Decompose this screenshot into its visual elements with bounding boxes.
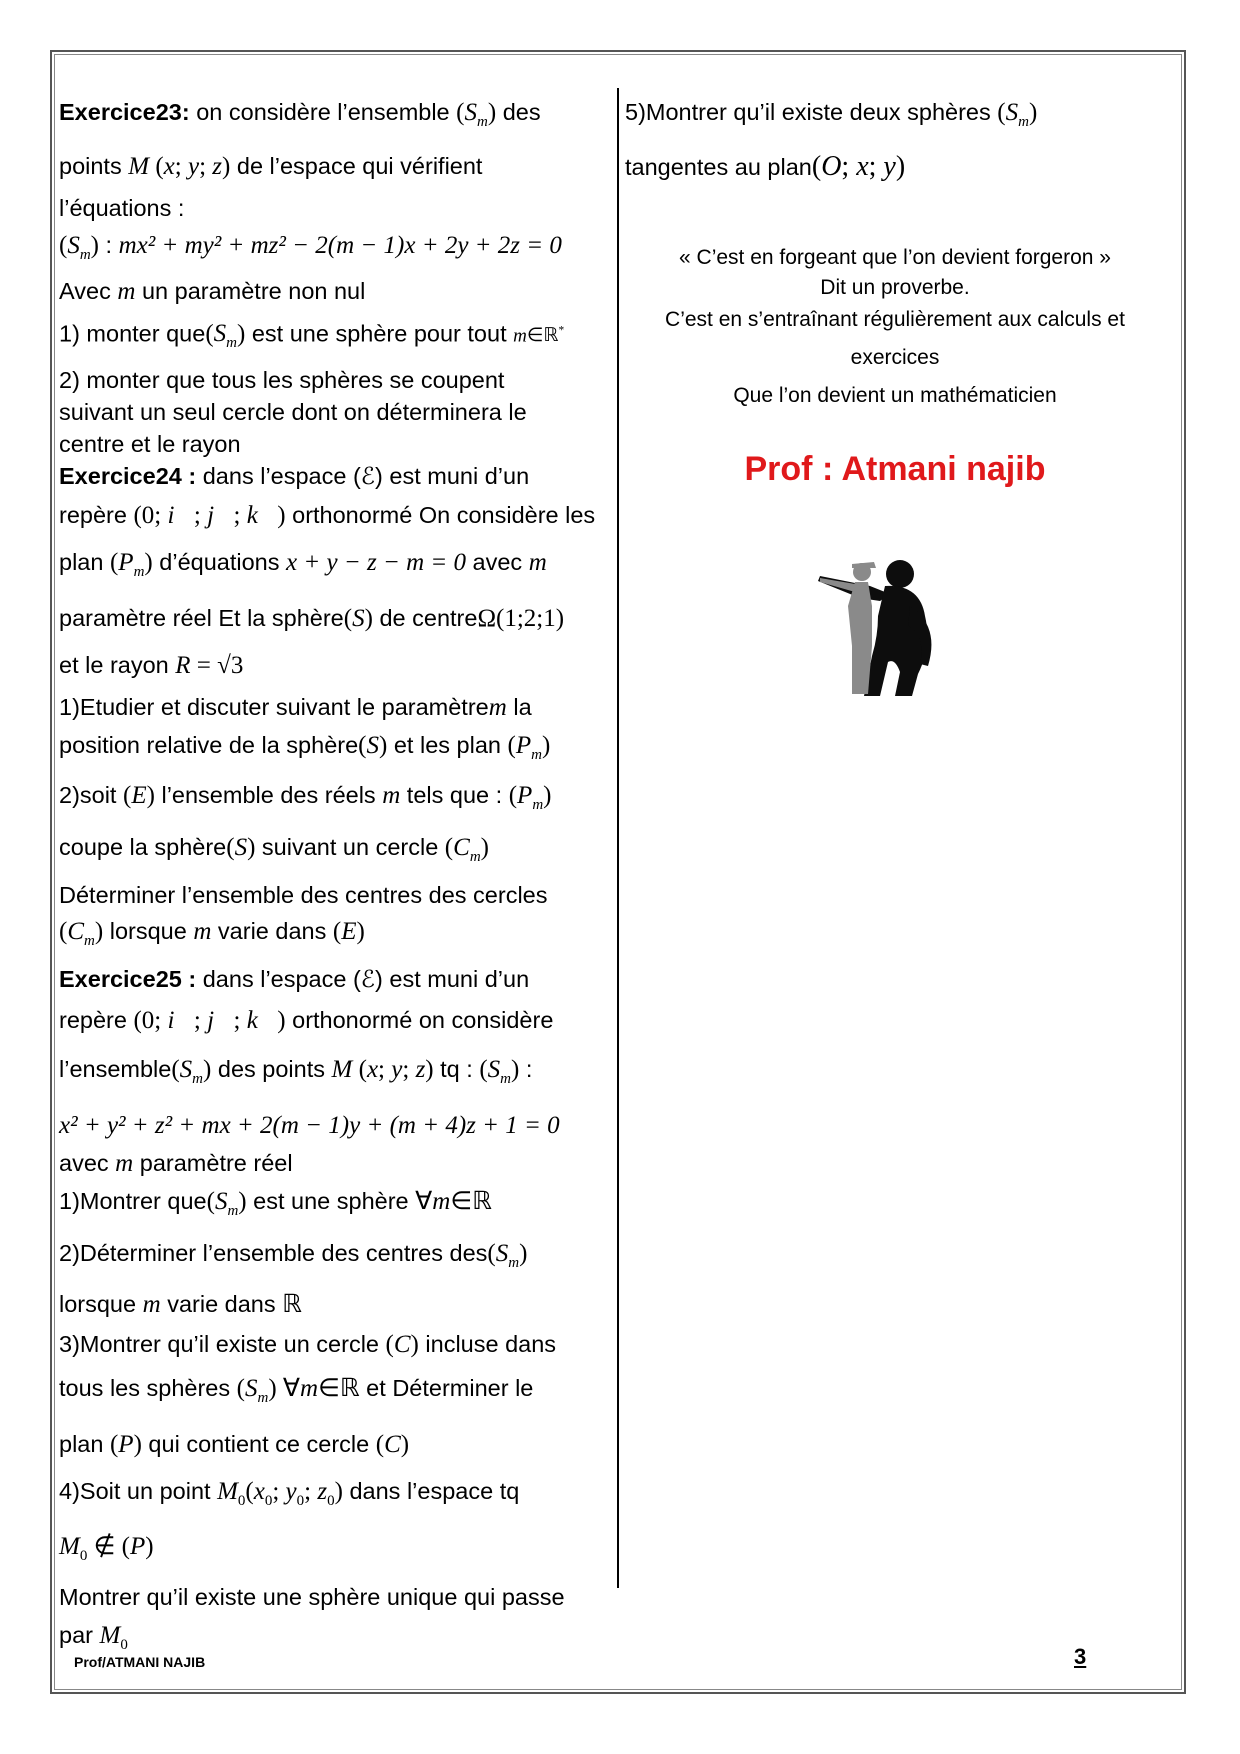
ex23-question-2b: suivant un seul cercle dont on déterminera le bbox=[59, 399, 527, 426]
ex24-line-5: et le rayon R = √3 bbox=[59, 652, 244, 680]
ex25-line-5: avec m paramètre réel bbox=[59, 1150, 293, 1178]
ex25-line-3: $l’ensemble(S_m)$ des points M (x; y; z) tq : $(S_m)$ : bbox=[59, 1056, 533, 1088]
ex23-line-3: l’équations : bbox=[59, 195, 185, 221]
ex25-question-4c: Montrer qu’il existe une sphère unique qui passe bbox=[59, 1584, 565, 1611]
quote-line-4: exercices bbox=[850, 346, 940, 369]
ex25-question-3a: 3)Montrer qu’il existe un cercle (C) incluse dans bbox=[59, 1331, 557, 1359]
ex25-question-5b: tangentes au plan(O; x; y) bbox=[625, 151, 906, 182]
ex24-question-2d: $(C_m)$ lorsque m varie dans (E) bbox=[59, 918, 365, 950]
ex24-line-1: Exercice24 : dans l’espace (ℰ) est muni d’un bbox=[59, 463, 530, 490]
ex25-line-1: Exercice25 : dans l’espace (ℰ) est muni d’un bbox=[59, 966, 530, 993]
ex24-question-1a: 1)Etudier et discuter suivant le paramètrem la bbox=[59, 694, 532, 722]
ex24-question-2b: coupe la sphère(S) suivant un cercle $(C_m)$ bbox=[59, 834, 489, 866]
ex23-line-2: points M (x; y; z) de l’espace qui vérifient bbox=[59, 153, 483, 180]
quote-line-2: Dit un proverbe. bbox=[820, 276, 970, 299]
ex24-question-1b: position relative de la sphère(S) et les plan $(P_m)$ bbox=[59, 732, 551, 764]
ex24-line-4: paramètre réel Et la sphère(S) de centreΩ(1;2;1) bbox=[59, 605, 565, 633]
ex25-question-4d: par $M_0$ bbox=[59, 1622, 128, 1654]
ex24-title: Exercice24 : bbox=[59, 463, 197, 490]
ex25-question-3c: plan (P) qui contient ce cercle (C) bbox=[59, 1431, 410, 1459]
right-column bbox=[625, 90, 1165, 489]
page-number: 3 bbox=[1074, 1644, 1087, 1669]
ex25-line-2: repère (0; i⃗; j⃗; k⃗) orthonormé on considère bbox=[59, 1007, 554, 1035]
ex23-question-2a: 2) monter que tous les sphères se coupent bbox=[59, 367, 505, 394]
ex23-line-1: Exercice23: on considère l’ensemble $(S_m)$ des bbox=[59, 99, 541, 130]
prof-signature: Prof : Atmani najib bbox=[744, 450, 1046, 488]
ex23-question-1: 1) monter $que(S_m)$ est une sphère pour tout m∈ℝ* bbox=[59, 320, 565, 352]
ex24-question-2c: Déterminer l’ensemble des centres des cercles bbox=[59, 882, 548, 909]
ex25-question-3b: tous les sphères $(S_m)$ ∀m∈ℝ et Déterminer le bbox=[59, 1375, 534, 1407]
left-column bbox=[59, 90, 611, 1664]
ex23-equation: $(S_m)$ : mx² + my² + mz² − 2(m − 1)x + 2y + 2z = 0 bbox=[59, 232, 562, 263]
ex23-title: Exercice23: bbox=[59, 99, 190, 125]
footer-author: Prof/ATMANI NAJIB bbox=[74, 1654, 206, 1670]
quote-line-5: Que l’on devient un mathématicien bbox=[733, 384, 1057, 407]
ex25-question-2a: 2)Déterminer l’ensemble des centres $des(S_m)$ bbox=[59, 1240, 528, 1272]
ex23-line-5: Avec m un paramètre non nul bbox=[59, 278, 366, 305]
ex25-equation: x² + y² + z² + mx + 2(m − 1)y + (m + 4)z + 1 = 0 bbox=[59, 1112, 560, 1140]
ex24-question-2a: 2)soit (E) l’ensemble des réels m tels que : $(P_m)$ bbox=[59, 782, 552, 814]
ex25-question-5a: 5)Montrer qu’il existe deux sphères $(S_m)$ bbox=[625, 99, 1038, 130]
ex25-question-4b: $M_0$ ∉ (P) bbox=[59, 1533, 154, 1565]
ex23-question-2c: centre et le rayon bbox=[59, 431, 241, 458]
quote-line-1: « C’est en forgeant que l’on devient forgeron » bbox=[679, 246, 1111, 269]
ex25-title: Exercice25 : bbox=[59, 966, 197, 993]
column-divider bbox=[617, 88, 619, 1588]
quote-line-3: C’est en s’entraînant régulièrement aux calculs et bbox=[665, 308, 1125, 331]
ex25-question-4a: 4)Soit un point $M_0(x_0$; $y_0$; $z_0$) dans l’espace tq bbox=[59, 1478, 520, 1510]
ex25-question-1: 1)Montrer $que(S_m)$ est une sphère ∀m∈ℝ bbox=[59, 1188, 492, 1220]
ex25-question-2b: lorsque m varie dans ℝ bbox=[59, 1291, 302, 1319]
father-child-silhouette-image bbox=[800, 546, 950, 696]
ex24-line-3: plan $(P_m)$ d’équations x + y − z − m = 0 avec m bbox=[59, 549, 547, 581]
ex24-line-2: repère (0; i⃗; j⃗; k⃗) orthonormé On considère les bbox=[59, 502, 596, 530]
